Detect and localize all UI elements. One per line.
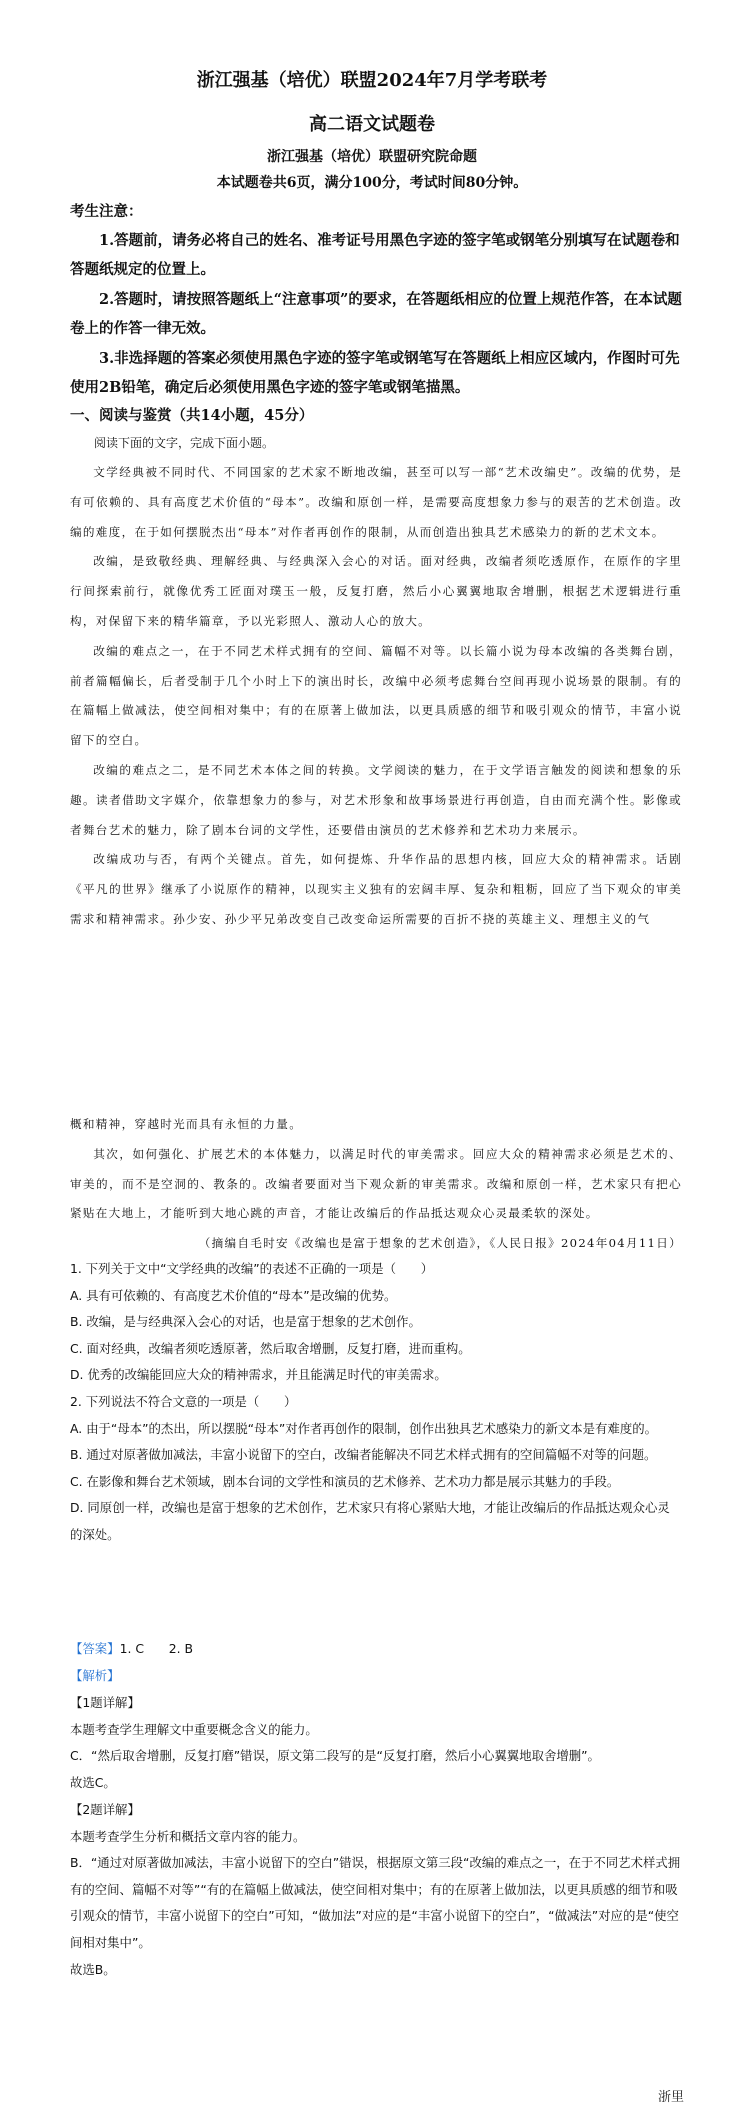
notes-heading: 考生注意： — [70, 203, 143, 220]
question-1 — [70, 1256, 682, 1389]
detail-1-label: 【1题详解】 — [70, 1695, 140, 1710]
passage-paragraph-2: 改编，是致敬经典、理解经典、与经典深入会心的对话。面对经典，改编者须吃透原作，在原作的字里行间探索前行，就像优秀工匠面对璞玉一般，反复打磨，然后小心翼翼地取舍增删，根据艺术逻辑进行重构，对保留下来的精华篇章，予以光彩照人、激动人心的放大。 — [70, 554, 682, 628]
detail-1-line-3: 故选C。 — [70, 1774, 116, 1790]
question-2-stem: 2. 下列说法不符合文意的一项是（ ） — [70, 1394, 297, 1409]
analysis-label: 【解析】 — [70, 1668, 120, 1683]
section-intro: 阅读下面的文字，完成下面小题。 — [94, 436, 275, 450]
passage-paragraph-5-cont: 概和精神，穿越时光而具有永恒的力量。 — [70, 1117, 303, 1131]
passage-source: （摘编自毛时安《改编也是富于想象的艺术创造》，《人民日报》2024年04月11日） — [198, 1236, 682, 1251]
question-1-option-a: A. 具有可依赖的、有高度艺术价值的“母本”是改编的优势。 — [70, 1287, 397, 1303]
passage-paragraph-4: 改编的难点之二，是不同艺术本体之间的转换。文学阅读的魅力，在于文学语言触发的阅读和想象的乐趣。读者借助文字媒介，依靠想象力的参与，对艺术形象和故事场景进行再创造，自由而充满个性。影像或者舞台艺术的魅力，除了剧本台词的文学性，还要借由演员的艺术修养和艺术功力来展示。 — [70, 762, 682, 837]
page-footer: 浙里 — [657, 2090, 684, 2105]
answer-label: 【答案】 — [70, 1641, 120, 1656]
detail-2-label: 【2题详解】 — [70, 1802, 140, 1817]
detail-2-line-3: 故选B。 — [70, 1961, 116, 1977]
note-item-1: 1.答题前，请务必将自己的姓名、准考证号用黑色字迹的签字笔或钢笔分别填写在试题卷和答题纸规定的位置上。 — [70, 232, 680, 278]
section-heading: 一、阅读与鉴赏（共14小题，45分） — [70, 407, 314, 424]
question-2 — [70, 1389, 682, 1549]
question-1-option-b: B. 改编，是与经典深入会心的对话，也是富于想象的艺术创作。 — [70, 1314, 421, 1330]
detail-1-line-2: C．“然后取舍增删，反复打磨”错误，原文第二段写的是“反复打磨，然后小心翼翼地取舍增删”。 — [70, 1748, 600, 1764]
passage-paragraph-5: 改编成功与否，有两个关键点。首先，如何提炼、升华作品的思想内核，回应大众的精神需求。话剧《平凡的世界》继承了小说原作的精神，以现实主义独有的宏阔丰厚、复杂和粗粝，回应了当下观众的审美需求和精神需求。孙少安、孙少平兄弟改变自己改变命运所需要的百折不挠的英雄主义、理想主义的气 — [70, 852, 682, 926]
info-line: 本试题卷共6页，满分100分，考试时间80分钟。 — [216, 175, 528, 191]
question-2-option-d: D. 同原创一样，改编也是富于想象的艺术创作，艺术家只有将心紧贴大地，才能让改编后的作品抵达观众心灵的深处。 — [70, 1500, 670, 1542]
passage-paragraph-3: 改编的难点之一，在于不同艺术样式拥有的空间、篇幅不对等。以长篇小说为母本改编的各类舞台剧，前者篇幅偏长，后者受制于几个小时上下的演出时长，改编中必须考虑舞台空间再现小说场景的限制。有的在篇幅上做减法，使空间相对集中；有的在原著上做加法，以更具质感的细节和吸引观众的情节，丰富小说留下的空白。 — [70, 643, 682, 748]
org-line: 浙江强基（培优）联盟研究院命题 — [267, 149, 477, 165]
detail-1 — [70, 1690, 682, 1796]
exam-title: 浙江强基（培优）联盟2024年7月学考联考 — [196, 70, 548, 91]
question-2-option-b: B. 通过对原著做加减法，丰富小说留下的空白，改编者能解决不同艺术样式拥有的空间篇幅不对等的问题。 — [70, 1447, 657, 1463]
answer-line — [70, 1636, 682, 1663]
note-item-3: 3.非选择题的答案必须使用黑色字迹的签字笔或钢笔写在答题纸上相应区域内，作图时可先使用2B铅笔，确定后必须使用黑色字迹的签字笔或钢笔描黑。 — [70, 350, 680, 396]
passage-paragraph-1: 文学经典被不同时代、不同国家的艺术家不断地改编，甚至可以写一部“艺术改编史”。改编的优势，是有可依赖的、具有高度艺术价值的“母本”。改编和原创一样，是需要高度想象力参与的艰苦的艺术创造。改编的难度，在于如何摆脱杰出“母本”对作者再创作的限制，从而创造出独具艺术感染力的新的艺术文本。 — [70, 465, 682, 539]
reading-passage-cont — [70, 1110, 682, 1259]
detail-2-line-1: 本题考查学生分析和概括文章内容的能力。 — [70, 1828, 306, 1844]
question-1-option-c: C. 面对经典，改编者须吃透原著，然后取舍增删，反复打磨，进而重构。 — [70, 1340, 471, 1356]
passage-paragraph-6: 其次，如何强化、扩展艺术的本体魅力，以满足时代的审美需求。回应大众的精神需求必须是艺术的、审美的，而不是空洞的、教条的。改编者要面对当下观众新的审美需求。改编和原创一样，艺术家只有把心紧贴在大地上，才能听到大地心跳的声音，才能让改编后的作品抵达观众心灵最柔软的深处。 — [70, 1146, 682, 1221]
question-2-option-c: C. 在影像和舞台艺术领域，剧本台词的文学性和演员的艺术修养、艺术功力都是展示其魅力的手段。 — [70, 1473, 620, 1489]
detail-2 — [70, 1797, 682, 1983]
reading-passage — [70, 458, 682, 935]
detail-1-line-1: 本题考查学生理解文中重要概念含义的能力。 — [70, 1721, 318, 1737]
answer-text: 1. C 2. B — [119, 1641, 194, 1656]
detail-2-line-2: B．“通过对原著做加减法，丰富小说留下的空白”错误，根据原文第三段“改编的难点之一，在于不同艺术样式拥有的空间、篇幅不对等”“有的在篇幅上做减法，使空间相对集中；有的在原著上做加法，以更具质感的细节和吸引观众的情节，丰富小说留下的空白”可知，“做加法”对应的是“丰富小说留下的空白”，“做减法”对应的是“使空间相对集中”。 — [70, 1855, 681, 1950]
question-1-stem: 1. 下列关于文中“文学经典的改编”的表述不正确的一项是（ ） — [70, 1261, 434, 1276]
question-1-option-d: D. 优秀的改编能回应大众的精神需求，并且能满足时代的审美需求。 — [70, 1367, 447, 1383]
question-2-option-a: A. 由于“母本”的杰出，所以摆脱“母本”对作者再创作的限制，创作出独具艺术感染力的新文本是有难度的。 — [70, 1420, 657, 1436]
note-item-2: 2.答题时，请按照答题纸上“注意事项”的要求，在答题纸相应的位置上规范作答，在本试题卷上的作答一律无效。 — [70, 291, 682, 337]
paper-title: 高二语文试题卷 — [309, 114, 435, 135]
